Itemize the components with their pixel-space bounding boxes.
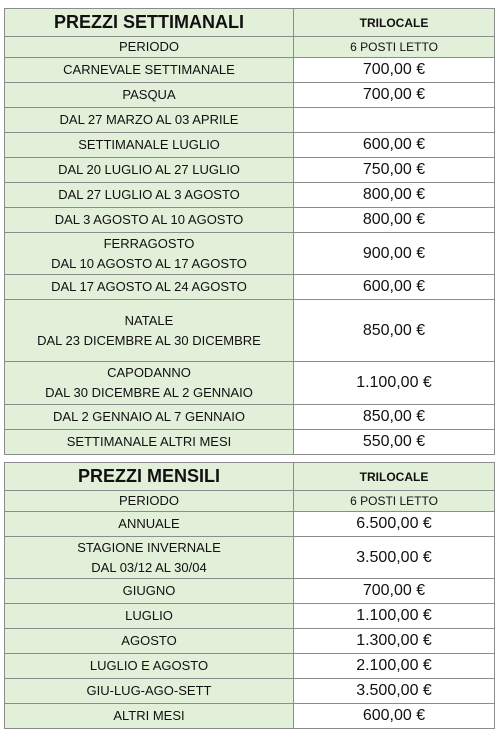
weekly-period-cell: SETTIMANALE ALTRI MESI bbox=[5, 430, 294, 455]
weekly-price-cell: 900,00 € bbox=[294, 233, 495, 275]
weekly-period-cell: DAL 3 AGOSTO AL 10 AGOSTO bbox=[5, 208, 294, 233]
monthly-period-cell: GIUGNO bbox=[5, 579, 294, 604]
weekly-price-cell: 750,00 € bbox=[294, 158, 495, 183]
monthly-period-header: PERIODO bbox=[5, 491, 294, 512]
weekly-prices-table bbox=[4, 8, 495, 455]
monthly-period-cell: AGOSTO bbox=[5, 629, 294, 654]
period-line-2: DAL 23 DICEMBRE AL 30 DICEMBRE bbox=[37, 332, 261, 348]
weekly-title: PREZZI SETTIMANALI bbox=[5, 9, 294, 37]
weekly-price-cell: 550,00 € bbox=[294, 430, 495, 455]
weekly-period-cell: PASQUA bbox=[5, 83, 294, 108]
monthly-price-cell: 700,00 € bbox=[294, 579, 495, 604]
weekly-price-cell: 800,00 € bbox=[294, 208, 495, 233]
weekly-price-cell: 850,00 € bbox=[294, 300, 495, 362]
weekly-price-cell: 850,00 € bbox=[294, 405, 495, 430]
monthly-period-cell: LUGLIO bbox=[5, 604, 294, 629]
monthly-title: PREZZI MENSILI bbox=[5, 463, 294, 491]
monthly-prices-table bbox=[4, 462, 495, 729]
monthly-period-cell: ANNUALE bbox=[5, 512, 294, 537]
monthly-price-cell: 3.500,00 € bbox=[294, 537, 495, 579]
weekly-price-cell bbox=[294, 108, 495, 133]
period-line-2: DAL 10 AGOSTO AL 17 AGOSTO bbox=[51, 255, 247, 271]
weekly-price-cell: 800,00 € bbox=[294, 183, 495, 208]
weekly-period-header: PERIODO bbox=[5, 37, 294, 58]
weekly-price-cell: 700,00 € bbox=[294, 83, 495, 108]
monthly-period-cell: LUGLIO E AGOSTO bbox=[5, 654, 294, 679]
monthly-period-cell bbox=[5, 537, 294, 579]
weekly-beds-label: 6 POSTI LETTO bbox=[294, 37, 495, 58]
period-line-1: STAGIONE INVERNALE bbox=[77, 539, 221, 555]
weekly-period-cell bbox=[5, 233, 294, 275]
monthly-price-cell: 1.100,00 € bbox=[294, 604, 495, 629]
weekly-period-cell: DAL 27 MARZO AL 03 APRILE bbox=[5, 108, 294, 133]
monthly-beds-label: 6 POSTI LETTO bbox=[294, 491, 495, 512]
weekly-period-cell: DAL 17 AGOSTO AL 24 AGOSTO bbox=[5, 275, 294, 300]
monthly-type-label: TRILOCALE bbox=[294, 463, 495, 491]
weekly-period-cell: SETTIMANALE LUGLIO bbox=[5, 133, 294, 158]
weekly-period-cell: DAL 2 GENNAIO AL 7 GENNAIO bbox=[5, 405, 294, 430]
period-line-1: NATALE bbox=[124, 312, 174, 328]
weekly-period-cell bbox=[5, 362, 294, 405]
monthly-price-cell: 3.500,00 € bbox=[294, 679, 495, 704]
weekly-period-cell: DAL 27 LUGLIO AL 3 AGOSTO bbox=[5, 183, 294, 208]
weekly-price-cell: 600,00 € bbox=[294, 275, 495, 300]
weekly-price-cell: 700,00 € bbox=[294, 58, 495, 83]
period-line-1: CAPODANNO bbox=[107, 365, 191, 380]
weekly-price-cell: 1.100,00 € bbox=[294, 362, 495, 405]
weekly-period-cell: CARNEVALE SETTIMANALE bbox=[5, 58, 294, 83]
period-line-2: DAL 03/12 AL 30/04 bbox=[91, 559, 207, 575]
monthly-price-cell: 2.100,00 € bbox=[294, 654, 495, 679]
monthly-price-cell: 6.500,00 € bbox=[294, 512, 495, 537]
monthly-period-cell: GIU-LUG-AGO-SETT bbox=[5, 679, 294, 704]
monthly-price-cell: 600,00 € bbox=[294, 704, 495, 729]
weekly-period-cell bbox=[5, 300, 294, 362]
weekly-period-cell: DAL 20 LUGLIO AL 27 LUGLIO bbox=[5, 158, 294, 183]
period-line-1: FERRAGOSTO bbox=[103, 235, 195, 251]
period-line-2: DAL 30 DICEMBRE AL 2 GENNAIO bbox=[45, 385, 253, 400]
monthly-price-cell: 1.300,00 € bbox=[294, 629, 495, 654]
monthly-period-cell: ALTRI MESI bbox=[5, 704, 294, 729]
weekly-price-cell: 600,00 € bbox=[294, 133, 495, 158]
weekly-type-label: TRILOCALE bbox=[294, 9, 495, 37]
